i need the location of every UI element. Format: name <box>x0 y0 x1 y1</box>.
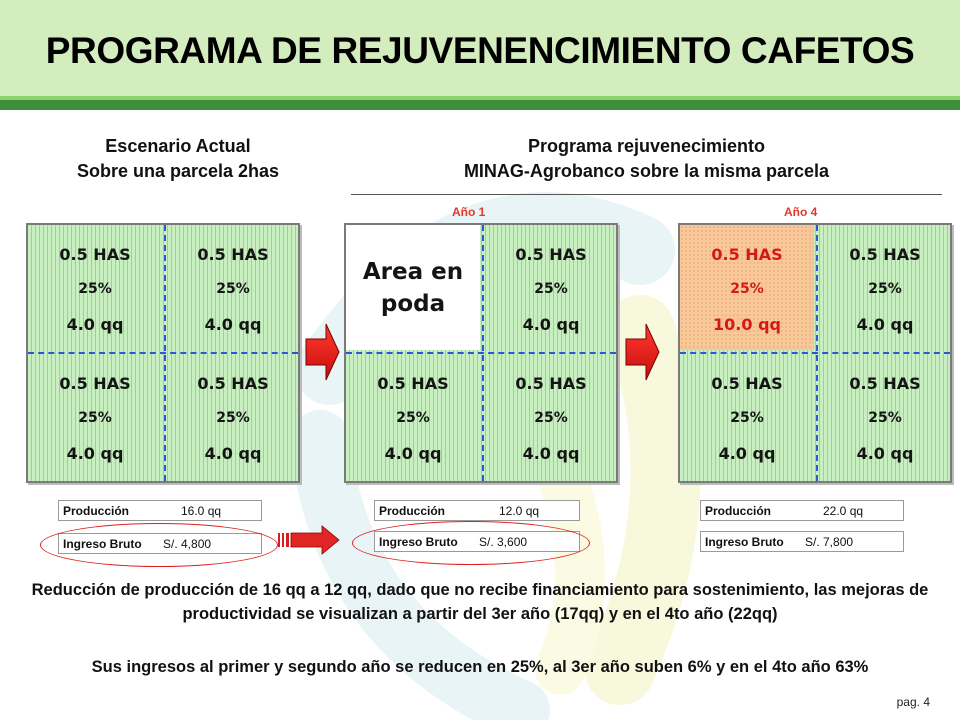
cell-share: 25% <box>216 281 250 297</box>
cell-share: 25% <box>78 410 112 426</box>
cell-share: 25% <box>534 281 568 297</box>
cell-share: 25% <box>78 281 112 297</box>
cell-yield: 4.0 qq <box>856 444 914 463</box>
income-label: Ingreso Bruto <box>705 535 784 549</box>
current-heading-line2: Sobre una parcela 2has <box>76 161 280 181</box>
year4-label: Año 4 <box>784 205 818 219</box>
year1-label: Año 1 <box>452 205 486 219</box>
cell-yield: 4.0 qq <box>718 444 776 463</box>
current-heading-line1: Escenario Actual <box>105 136 251 156</box>
cell-yield: 4.0 qq <box>522 315 580 334</box>
cell-area: 0.5 HAS <box>197 245 269 264</box>
production-value: 22.0 qq <box>823 504 864 518</box>
cell-yield: 4.0 qq <box>66 315 124 334</box>
program-heading-rule <box>351 194 942 195</box>
slide-title: PROGRAMA DE REJUVENENCIMIENTO CAFETOS <box>45 30 915 71</box>
pruned-label-line1: Area en <box>362 259 464 285</box>
improved-plot-cell <box>680 225 814 350</box>
header-divider-dark <box>0 100 960 110</box>
cell-share: 25% <box>216 410 250 426</box>
plot-cell <box>680 354 814 479</box>
cell-share: 25% <box>730 410 764 426</box>
plot-divider-horizontal <box>680 352 950 354</box>
income-value: S/. 4,800 <box>163 537 212 551</box>
pruned-label-line2: poda <box>380 291 446 317</box>
production-label: Producción <box>379 504 446 518</box>
plot-year1 <box>344 223 618 483</box>
production-label: Producción <box>705 504 772 518</box>
plot-cell <box>484 354 618 479</box>
cell-share: 25% <box>730 281 764 297</box>
income-value: S/. 7,800 <box>805 535 854 549</box>
production-value: 16.0 qq <box>181 504 222 518</box>
cell-area: 0.5 HAS <box>711 374 783 393</box>
cell-share: 25% <box>396 410 430 426</box>
pruning-area-cell <box>346 225 480 350</box>
summary-paragraph-1: Reducción de producción de 16 qq a 12 qq, dado que no recibe financiamiento para sostenimiento, las mejoras de productividad se visualizan a partir del 3er año (17qq) y en el 4to año (22qq) <box>31 581 929 623</box>
income-label: Ingreso Bruto <box>63 537 142 551</box>
cell-yield: 4.0 qq <box>856 315 914 334</box>
plot-cell <box>818 225 952 350</box>
cell-yield: 10.0 qq <box>713 315 781 334</box>
cell-yield: 4.0 qq <box>522 444 580 463</box>
program-heading-line2: MINAG-Agrobanco sobre la misma parcela <box>463 161 830 181</box>
cell-yield: 4.0 qq <box>384 444 442 463</box>
summary-paragraph-2: Sus ingresos al primer y segundo año se reducen en 25%, al 3er año suben 6% y en el 4to año 63% <box>91 658 869 676</box>
page-number: pag. 4 <box>896 695 930 709</box>
cell-share: 25% <box>868 410 902 426</box>
arrow-right-icon <box>624 322 660 382</box>
program-heading <box>351 134 942 184</box>
cell-area: 0.5 HAS <box>711 245 783 264</box>
cell-yield: 4.0 qq <box>204 315 262 334</box>
production-label: Producción <box>63 504 130 518</box>
plot-cell <box>28 354 162 479</box>
cell-yield: 4.0 qq <box>66 444 124 463</box>
cell-area: 0.5 HAS <box>197 374 269 393</box>
cell-area: 0.5 HAS <box>849 374 921 393</box>
production-box <box>700 500 904 521</box>
income-highlight-oval <box>352 521 590 565</box>
income-label: Ingreso Bruto <box>379 535 458 549</box>
cell-share: 25% <box>868 281 902 297</box>
arrow-right-icon <box>304 322 340 382</box>
cell-area: 0.5 HAS <box>515 245 587 264</box>
striped-arrow-icon <box>278 525 340 555</box>
plot-current <box>26 223 300 483</box>
plot-cell <box>166 225 300 350</box>
cell-area: 0.5 HAS <box>59 374 131 393</box>
plot-divider-horizontal <box>28 352 298 354</box>
cell-area: 0.5 HAS <box>59 245 131 264</box>
cell-area: 0.5 HAS <box>515 374 587 393</box>
plot-cell <box>166 354 300 479</box>
program-heading-line1: Programa rejuvenecimiento <box>527 136 766 156</box>
production-box <box>374 500 580 521</box>
plot-cell <box>484 225 618 350</box>
cell-yield: 4.0 qq <box>204 444 262 463</box>
production-value: 12.0 qq <box>499 504 540 518</box>
cell-share: 25% <box>534 410 568 426</box>
plot-cell <box>28 225 162 350</box>
income-box <box>700 531 904 552</box>
cell-area: 0.5 HAS <box>849 245 921 264</box>
income-highlight-oval <box>40 523 278 567</box>
cell-area: 0.5 HAS <box>377 374 449 393</box>
production-box <box>58 500 262 521</box>
current-scenario-heading <box>28 134 328 184</box>
plot-year4 <box>678 223 952 483</box>
plot-cell <box>346 354 480 479</box>
plot-cell <box>818 354 952 479</box>
income-value: S/. 3,600 <box>479 535 528 549</box>
plot-divider-horizontal <box>346 352 616 354</box>
